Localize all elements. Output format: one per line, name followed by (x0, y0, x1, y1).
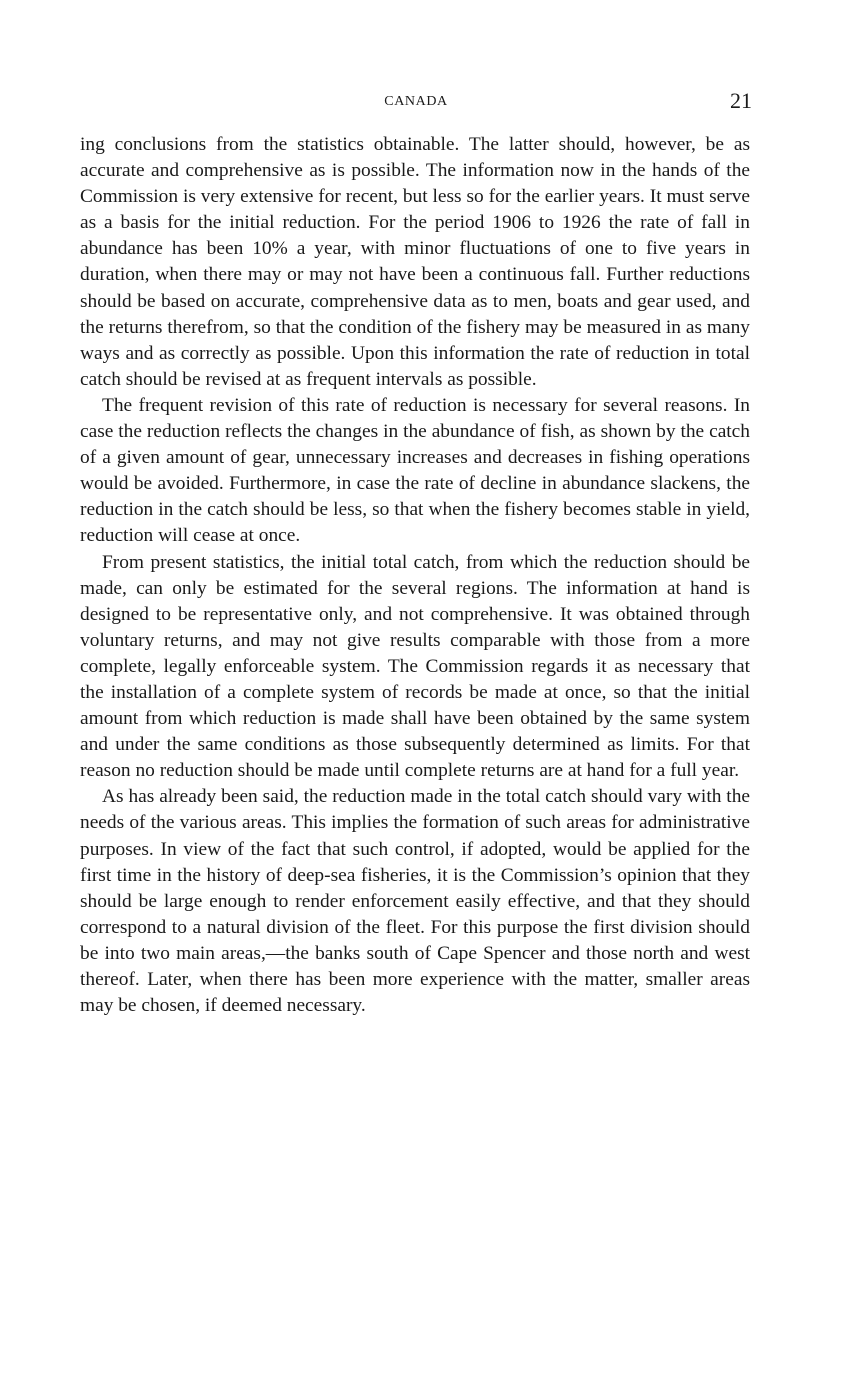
page-number: 21 (730, 88, 752, 113)
paragraph-revision-rate: The frequent revision of this rate of reduction is necessary for several reasons. In case the reduction reflects the changes in the abundance of fish, as shown by the catch of a given amount of gear, unnecessary increases and decreases in fishing operations would be avoided. Furthermore, in case the rate of decline in abundance slackens, the reduction in the catch should be less, so that when the fishery becomes stable in yield, reduction will cease at once. (80, 394, 750, 547)
running-head: CANADA (384, 94, 448, 109)
paragraph-initial-catch: From present statistics, the initial total catch, from which the reduction should be made, can only be estimated for the several regions. The information at hand is designed to be representative only, and not comprehensive. It was obtained through voluntary returns, and may not give results comparable with those from a more complete, legally enforceable system. The Commission regards it as necessary that the installation of a complete system of records be made at once, so that the initial amount from which reduction is made shall have been obtained by the same system and under the same conditions as those subsequently determined as limits. For that reason no reduction should be made until complete returns are at hand for a full year. (80, 551, 750, 782)
body-text (80, 132, 750, 1019)
paragraph-areas: As has already been said, the reduction made in the total catch should vary with the needs of the various areas. This implies the formation of such areas for administrative purposes. In view of the fact that such control, if adopted, would be applied for the first time in the history of deep-sea fisheries, it is the Commission’s opinion that they should be large enough to render enforcement easily effective, and that they should correspond to a natural division of the fleet. For this purpose the first division should be into two main areas,—the banks south of Cape Spencer and those north and west thereof. Later, when there has been more experience with the matter, smaller areas may be chosen, if deemed necessary. (80, 786, 750, 1017)
paragraph-continuation: ing conclusions from the statistics obtainable. The latter should, however, be as accurate and comprehensive as is possible. The information now in the hands of the Commission is very extensive for recent, but less so for the earlier years. It must serve as a basis for the initial reduction. For the period 1906 to 1926 the rate of fall in abundance has been 10% a year, with minor fluctuations of one to five years in duration, when there may or may not have been a continuous fall. Further reductions should be based on accurate, comprehensive data as to men, boats and gear used, and the returns therefrom, so that the condition of the fishery may be measured in as many ways and as correctly as possible. Upon this information the rate of reduction in total catch should be revised at as frequent intervals as possible. (80, 134, 750, 390)
page-header (80, 88, 752, 118)
